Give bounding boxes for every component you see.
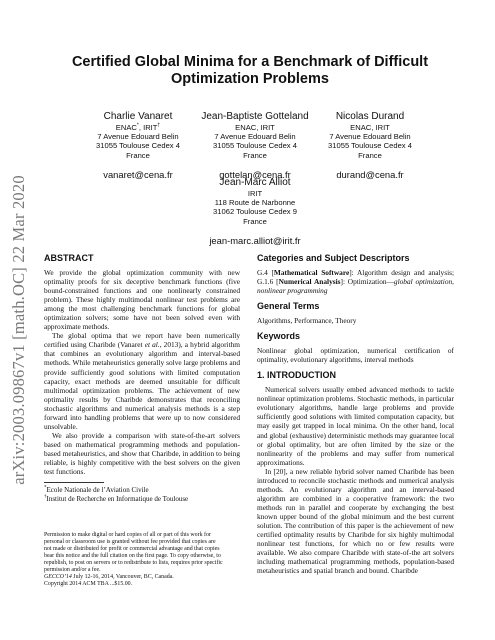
keywords-heading: Keywords [257, 331, 301, 342]
author-block-3 [310, 110, 430, 179]
general-terms-heading: General Terms [257, 301, 320, 312]
author-name: Charlie Vanaret [103, 111, 173, 122]
author-address-line: 7 Avenue Edouard Belin [214, 132, 296, 142]
paper-title [40, 54, 460, 88]
left-column [44, 253, 240, 503]
footnote-2: †Institut de Recherche en Informatique de Toulouse [44, 494, 189, 503]
author-address-line: 31055 Toulouse Cedex 4 [328, 141, 412, 151]
author-affiliation: ENAC*, IRIT† [115, 122, 161, 132]
author-email: gottelan@cena.fr [219, 168, 291, 180]
author-address-line: France [358, 150, 382, 160]
author-address-line: France [126, 150, 150, 160]
general-terms-text: Algorithms, Performance, Theory [257, 316, 357, 326]
author-email: vanaret@cena.fr [103, 168, 173, 180]
author-address-line: 31055 Toulouse Cedex 4 [96, 141, 180, 151]
footnote-rule [44, 482, 104, 483]
permission-line: not made or distributed for profit or commercial advantage and that copies [44, 546, 220, 553]
abstract-heading: ABSTRACT [44, 253, 94, 263]
permission-line: Permission to make digital or hard copies of all or part of this work for [44, 532, 211, 538]
introduction-heading: 1. INTRODUCTION [257, 370, 337, 381]
abstract-paragraph-2: The global optima that we report have been numerically certified using Charibde (Vanaret et al., 2013), a hybrid algorithm that combines an evolutionary algorithm and interval-based methods. While metaheuristics generally solve large problems and provide sufficiently good solutions with limited computation capacity, exact methods are deemed unsuitable for difficult multimodal optimization problems. The achievement of new optimality results by Charibde demonstrates that reconciling stochastic algorithms and numerical analysis methods is a step forward into handling problems that were up to now considered unsolvable. [44, 331, 241, 431]
conference-line: GECCO’14 July 12-16, 2014, Vancouver, BC, Canada. [44, 574, 174, 581]
author-email: durand@cena.fr [336, 168, 404, 180]
copyright-line: Copyright 2014 ACM TBA ...$15.00. [44, 581, 133, 588]
author-address-line: 118 Route de Narbonne [214, 198, 296, 208]
author-address-line: 7 Avenue Edouard Belin [329, 132, 411, 142]
abstract-paragraph-3: We also provide a comparison with state-of-the-art solvers based on mathematical programming methods and population-based metaheuristics, and show that Charibde, in addition to being reliable, is highly competitive with the best solvers on the given test functions. [44, 430, 240, 477]
author-address-line: France [243, 216, 267, 226]
footnote-1: *Ecole Nationale de l’Aviation Civile [44, 485, 149, 495]
permission-line: republish, to post on servers or to redistribute to lists, requires prior specific [44, 560, 223, 567]
permission-line: bear this notice and the full citation on the first page. To copy otherwise, to [44, 553, 221, 560]
author-address-line: 31062 Toulouse Cedex 9 [213, 207, 297, 217]
author-block-4 [190, 176, 320, 245]
right-column [257, 253, 454, 575]
arxiv-identifier: arXiv:2003.09867v1 [math.OC] 22 Mar 2020 [9, 175, 28, 485]
title-line-2: Optimization Problems [171, 71, 329, 87]
title-line-1: Certified Global Minima for a Benchmark of Difficult [71, 54, 429, 70]
abstract-paragraph-1: We provide the global optimization community with new optimality proofs for six deceptive benchmark functions (five bound-constrained functions and one nonlinearly constrained problem). These highly multimodal nonlinear test problems are among the most challenging benchmark functions for global optimization solvers; some have not been solved even with approximate methods. [44, 268, 240, 332]
author-name: Jean-Baptiste Gotteland [201, 111, 309, 122]
author-email: jean-marc.alliot@irit.fr [209, 234, 301, 246]
categories-text: G.4 [Mathematical Software]: Algorithm design and analysis; G.1.6 [Numerical Analysis]: Optimization—global optimization, nonlinear programming [257, 268, 455, 296]
author-address-line: 7 Avenue Edouard Belin [97, 132, 179, 142]
introduction-paragraph-1: Numerical solvers usually embed advanced methods to tackle nonlinear optimization problems. Stochastic methods, in particular evolutionary algorithms, handle large problems and provide sufficiently good solutions with limited computation capacity, but may easily get trapped in local minima. On the other hand, local and global (exhaustive) deterministic methods may guarantee local or global optimality, but are often limited by the size or the nonlinearity of the problems and may suffer from numerical approximations. [257, 385, 454, 467]
author-name: Nicolas Durand [335, 111, 405, 122]
keywords-text: Nonlinear global optimization, numerical certification of optimality, evolutionary algorithms, interval methods [257, 346, 454, 365]
author-affiliation: IRIT [247, 189, 263, 198]
author-address-line: 31055 Toulouse Cedex 4 [213, 141, 297, 151]
permission-line: permission and/or a fee. [44, 567, 101, 574]
permission-line: personal or classroom use is granted without fee provided that copies are [44, 539, 216, 546]
author-address-line: France [243, 150, 267, 160]
author-block-2 [190, 110, 320, 179]
author-affiliation: ENAC, IRIT [350, 123, 390, 132]
categories-heading: Categories and Subject Descriptors [257, 253, 410, 263]
author-block-1 [78, 110, 198, 179]
author-name: Jean-Marc Alliot [219, 177, 291, 188]
permission-notice [44, 532, 244, 588]
author-affiliation: ENAC, IRIT [235, 123, 275, 132]
introduction-paragraph-2: In [20], a new reliable hybrid solver named Charibde has been introduced to reconcile stochastic methods and numerical analysis methods. An evolutionary algorithm and an interval-based algorithm are combined in a cooperative framework: the two methods run in parallel and cooperate by exchanging the best known upper bound of the global minimum and the best current solution. The contribution of this paper is the achievement of new certified optimality results by Charibde for six highly multimodal nonlinear test functions, for which no or few results were available. We also compare Charibde with state-of-the art solvers including mathematical programming methods, population-based metaheuristics and spatial branch and bound. Charibde [257, 466, 454, 576]
